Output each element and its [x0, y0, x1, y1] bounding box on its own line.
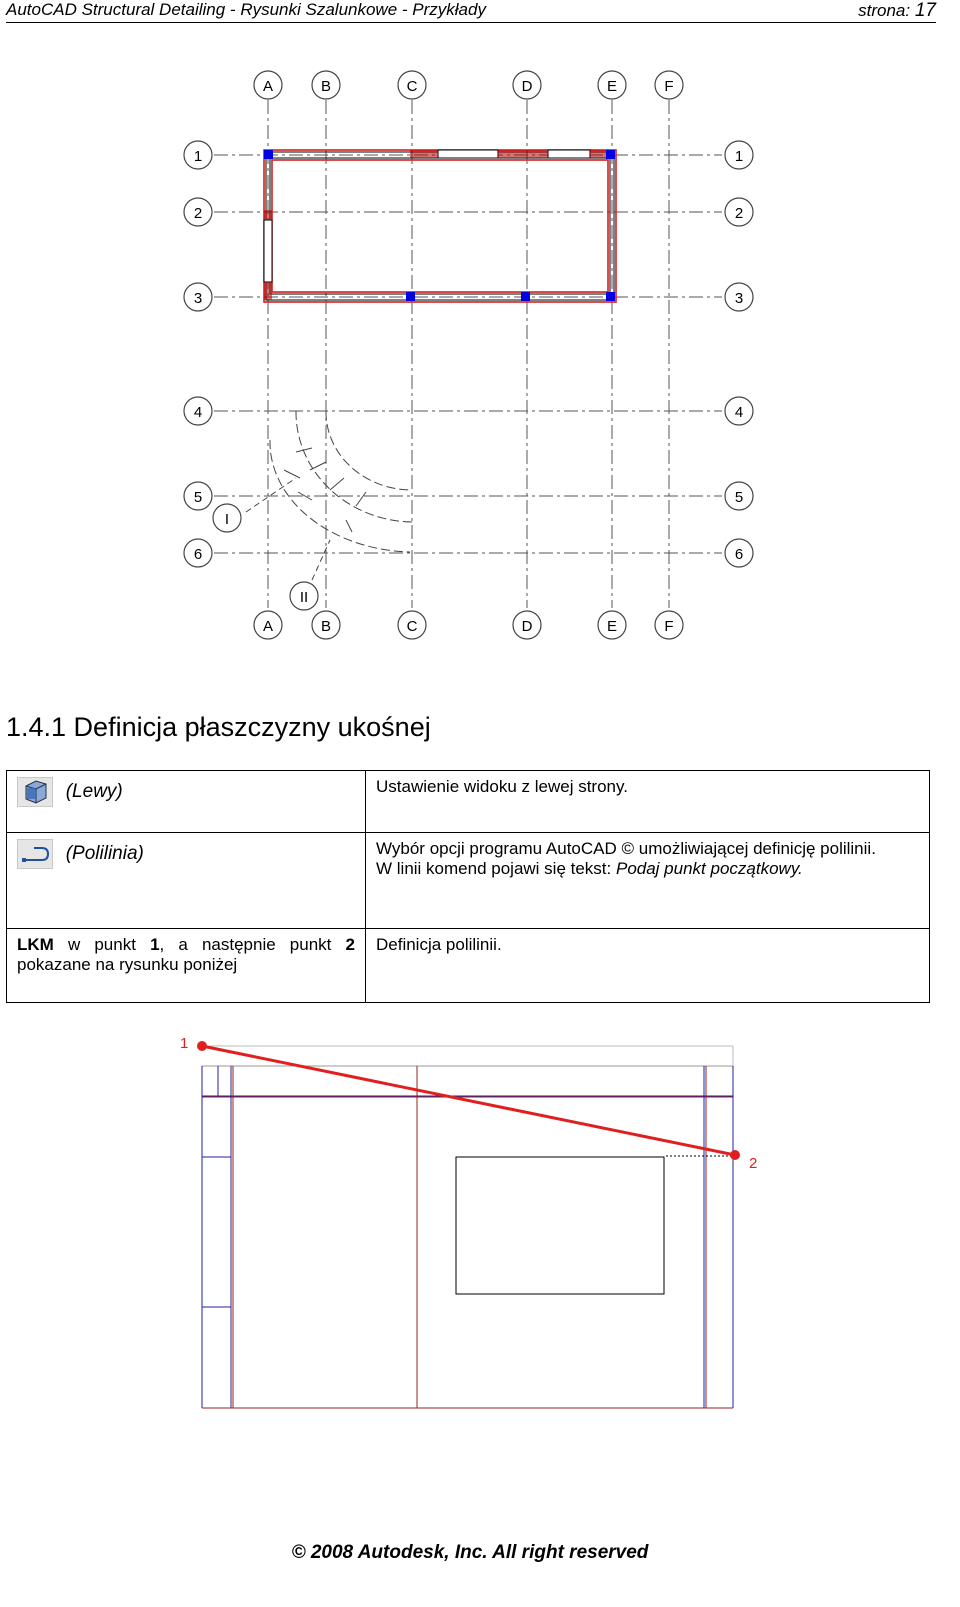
section-heading: 1.4.1 Definicja płaszczyzny ukośnej [6, 712, 431, 742]
step-description: Definicja polilinii. [376, 935, 502, 954]
grid-label-2-right: 2 [734, 205, 744, 222]
grid-label-1-right: 1 [734, 148, 744, 165]
polyline-icon[interactable] [17, 839, 53, 869]
page-number: strona: 17 [858, 0, 936, 21]
grid-label-e-top: E [606, 78, 618, 95]
point-2-label: 2 [749, 1155, 758, 1172]
section-marker-i: I [224, 511, 230, 528]
grid-label-a-top: A [262, 78, 274, 95]
footer-copyright: © 2008 Autodesk, Inc. All right reserved [291, 1542, 649, 1563]
grid-label-d-bottom: D [521, 618, 533, 635]
option-lewy: (Lewy) [65, 781, 123, 802]
grid-label-5-left: 5 [193, 489, 203, 506]
grid-label-f-top: F [664, 78, 674, 95]
grid-label-f-bottom: F [664, 618, 674, 635]
step-row [7, 929, 930, 1003]
grid-label-c-top: C [406, 78, 418, 95]
step-action-cell [7, 833, 366, 929]
grid-label-3-left: 3 [193, 290, 203, 307]
section-marker-ii: II [299, 589, 309, 606]
page-header [6, 0, 936, 23]
grid-label-c-bottom: C [406, 618, 418, 635]
step-row [7, 771, 930, 833]
grid-label-3-right: 3 [734, 290, 744, 307]
document-title: AutoCAD Structural Detailing - Rysunki Szalunkowe - Przykłady [6, 0, 486, 19]
steps-table [6, 770, 930, 1003]
grid-label-e-bottom: E [606, 618, 618, 635]
grid-label-4-left: 4 [193, 404, 203, 421]
structural-plan-drawing [0, 30, 960, 710]
step-description: Wybór opcji programu AutoCAD © umożliwiającej definicję polilinii. [376, 839, 876, 858]
step-description-cell [366, 833, 930, 929]
step-description-cell [366, 771, 930, 833]
grid-label-5-right: 5 [734, 489, 744, 506]
grid-label-b-bottom: B [320, 618, 332, 635]
grid-label-a-bottom: A [262, 618, 274, 635]
grid-label-b-top: B [320, 78, 332, 95]
grid-label-6-left: 6 [193, 546, 203, 563]
elevation-drawing [0, 1020, 960, 1440]
grid-label-6-right: 6 [734, 546, 744, 563]
view-left-icon[interactable] [17, 777, 53, 807]
grid-label-1-left: 1 [193, 148, 203, 165]
step-description: Ustawienie widoku z lewej strony. [376, 777, 628, 796]
step-action-cell: LKM w punkt 1, a następnie punkt 2 pokazane na rysunku poniżej [7, 929, 366, 1003]
grid-label-d-top: D [521, 78, 533, 95]
step-description-cell [366, 929, 930, 1003]
point-1-label: 1 [180, 1035, 189, 1052]
step-action-cell [7, 771, 366, 833]
command-line-prompt: W linii komend pojawi się tekst: Podaj punkt początkowy. [376, 859, 803, 878]
option-polilinia: (Polilinia) [65, 843, 144, 864]
step-row [7, 833, 930, 929]
grid-label-4-right: 4 [734, 404, 744, 421]
grid-label-2-left: 2 [193, 205, 203, 222]
